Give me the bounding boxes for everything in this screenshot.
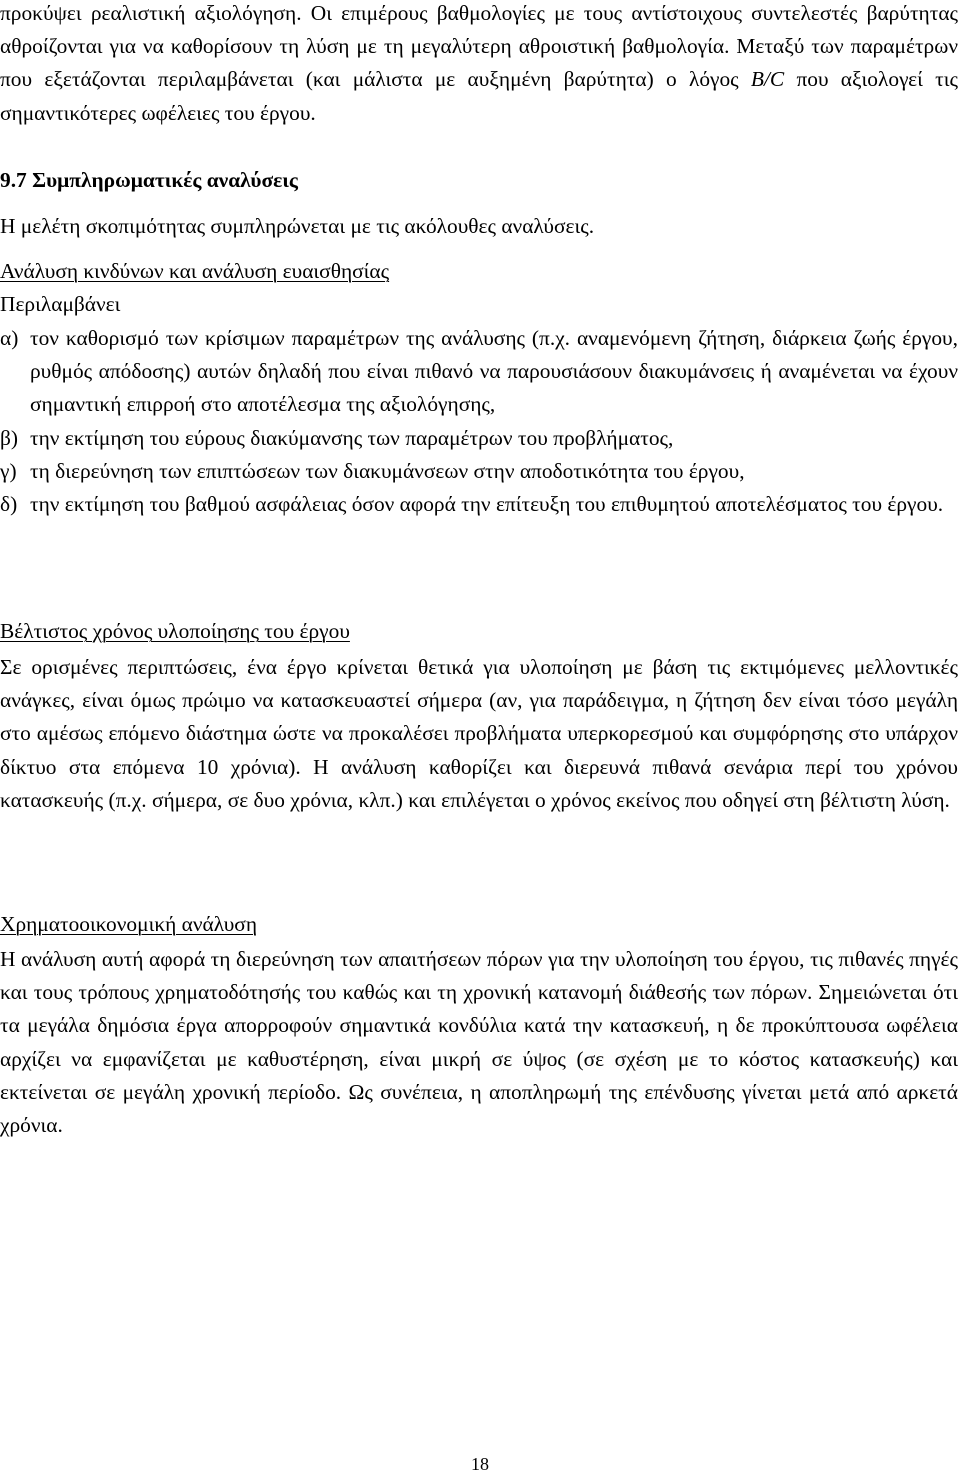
optimal-time-title: Βέλτιστος χρόνος υλοποίησης του έργου <box>0 619 350 643</box>
intro-text-part1: προκύψει ρεαλιστική αξιολόγηση. Οι επιμέρους βαθμολογίες με τους αντίστοιχους συντελεστές βαρύτητας αθροίζονται για να καθορίσουν τη λύση με τη μεγαλύτερη αθροιστική βαθμολογία. Μεταξύ των παραμέτρων που εξετάζονται περιλαμβάνεται (και μάλιστα με αυξημένη βαρύτητα) ο λόγος <box>0 1 958 92</box>
list-item-label: β) <box>0 425 19 450</box>
risk-items-list <box>0 322 958 521</box>
list-item <box>0 455 958 488</box>
financial-analysis-paragraph: Η ανάλυση αυτή αφορά τη διερεύνηση των απαιτήσεων πόρων για την υλοποίηση του έργου, τις πιθανές πηγές και τους τρόπους χρηματοδότησής του καθώς και τη χρονική κατανομή διάθεσής των πόρων. Σημειώνεται ότι τα μεγάλα δημόσια έργα απορροφούν σημαντικά κονδύλια κατά την κατασκευή, η δε προκύπτουσα ωφέλεια αρχίζει να εμφανίζεται με καθυστέρηση, είναι μικρή σε ύψος (σε σχέση με το κόστος κατασκευής) και εκτείνεται σε μεγάλη χρονική περίοδο. Ως συνέπεια, η αποπληρωμή της επένδυσης γίνεται μετά από αρκετά χρόνια. <box>0 947 958 1138</box>
intro-text-part2: που αξιολογεί τις σημαντικότερες ωφέλειες του έργου. <box>0 67 958 125</box>
risk-analysis-title: Ανάλυση κινδύνων και ανάλυση ευαισθησίας <box>0 259 390 283</box>
optimal-time-paragraph: Σε ορισμένες περιπτώσεις, ένα έργο κρίνεται θετικά για υλοποίηση με βάση τις εκτιμόμενες μελλοντικές ανάγκες, είναι όμως πρώιμο να κατασκευαστεί σήμερα (αν, για παράδειγμα, η ζήτηση δεν είναι τόσο μεγάλη στο αμέσως επόμενο διάστημα ώστε να προκαλέσει προβλήματα υπερκορεσμού και συμφόρησης στο υπάρχον δίκτυο στα επόμενα 10 χρόνια). Η ανάλυση καθορίζει και διερευνά πιθανά σενάρια περί του χρόνου κατασκευής (π.χ. σήμερα, σε δυο χρόνια, κλπ.) και επιλέγεται ο χρόνος εκείνος που οδηγεί στη βέλτιστη λύση. <box>0 655 958 812</box>
list-item-text: την εκτίμηση του βαθμού ασφάλειας όσον αφορά την επίτευξη του επιθυμητού αποτελέσματος του έργου. <box>30 492 944 517</box>
list-item-text: την εκτίμηση του εύρους διακύμανσης των παραμέτρων του προβλήματος, <box>30 425 674 450</box>
page-number: 18 <box>471 1454 489 1474</box>
list-item-text: τη διερεύνηση των επιπτώσεων των διακυμάνσεων στην αποδοτικότητα του έργου, <box>30 458 745 483</box>
section-lead: Η μελέτη σκοπιμότητας συμπληρώνεται με τις ακόλουθες αναλύσεις. <box>0 214 595 238</box>
list-item-text: τον καθορισμό των κρίσιμων παραμέτρων της ανάλυσης (π.χ. αναμενόμενη ζήτηση, διάρκεια ζωής έργου, ρυθμός απόδοσης) αυτών δηλαδή που είναι πιθανό να παρουσιάσουν διακυμάνσεις ή αναμένεται να έχουν σημαντική επιρροή στο αποτέλεσμα της αξιολόγησης, <box>30 326 958 417</box>
section-heading: 9.7 Συμπληρωματικές αναλύσεις <box>0 168 298 192</box>
list-item <box>0 422 958 455</box>
bc-ratio: B/C <box>750 67 785 92</box>
list-item-label: δ) <box>0 492 18 517</box>
financial-analysis-title: Χρηματοοικονομική ανάλυση <box>0 912 258 936</box>
list-item-label: α) <box>0 326 19 350</box>
list-item-label: γ) <box>0 458 17 483</box>
intro-paragraph <box>0 0 958 130</box>
list-item <box>0 488 958 521</box>
list-item <box>0 322 958 422</box>
risk-includes-label: Περιλαμβάνει <box>0 292 121 316</box>
